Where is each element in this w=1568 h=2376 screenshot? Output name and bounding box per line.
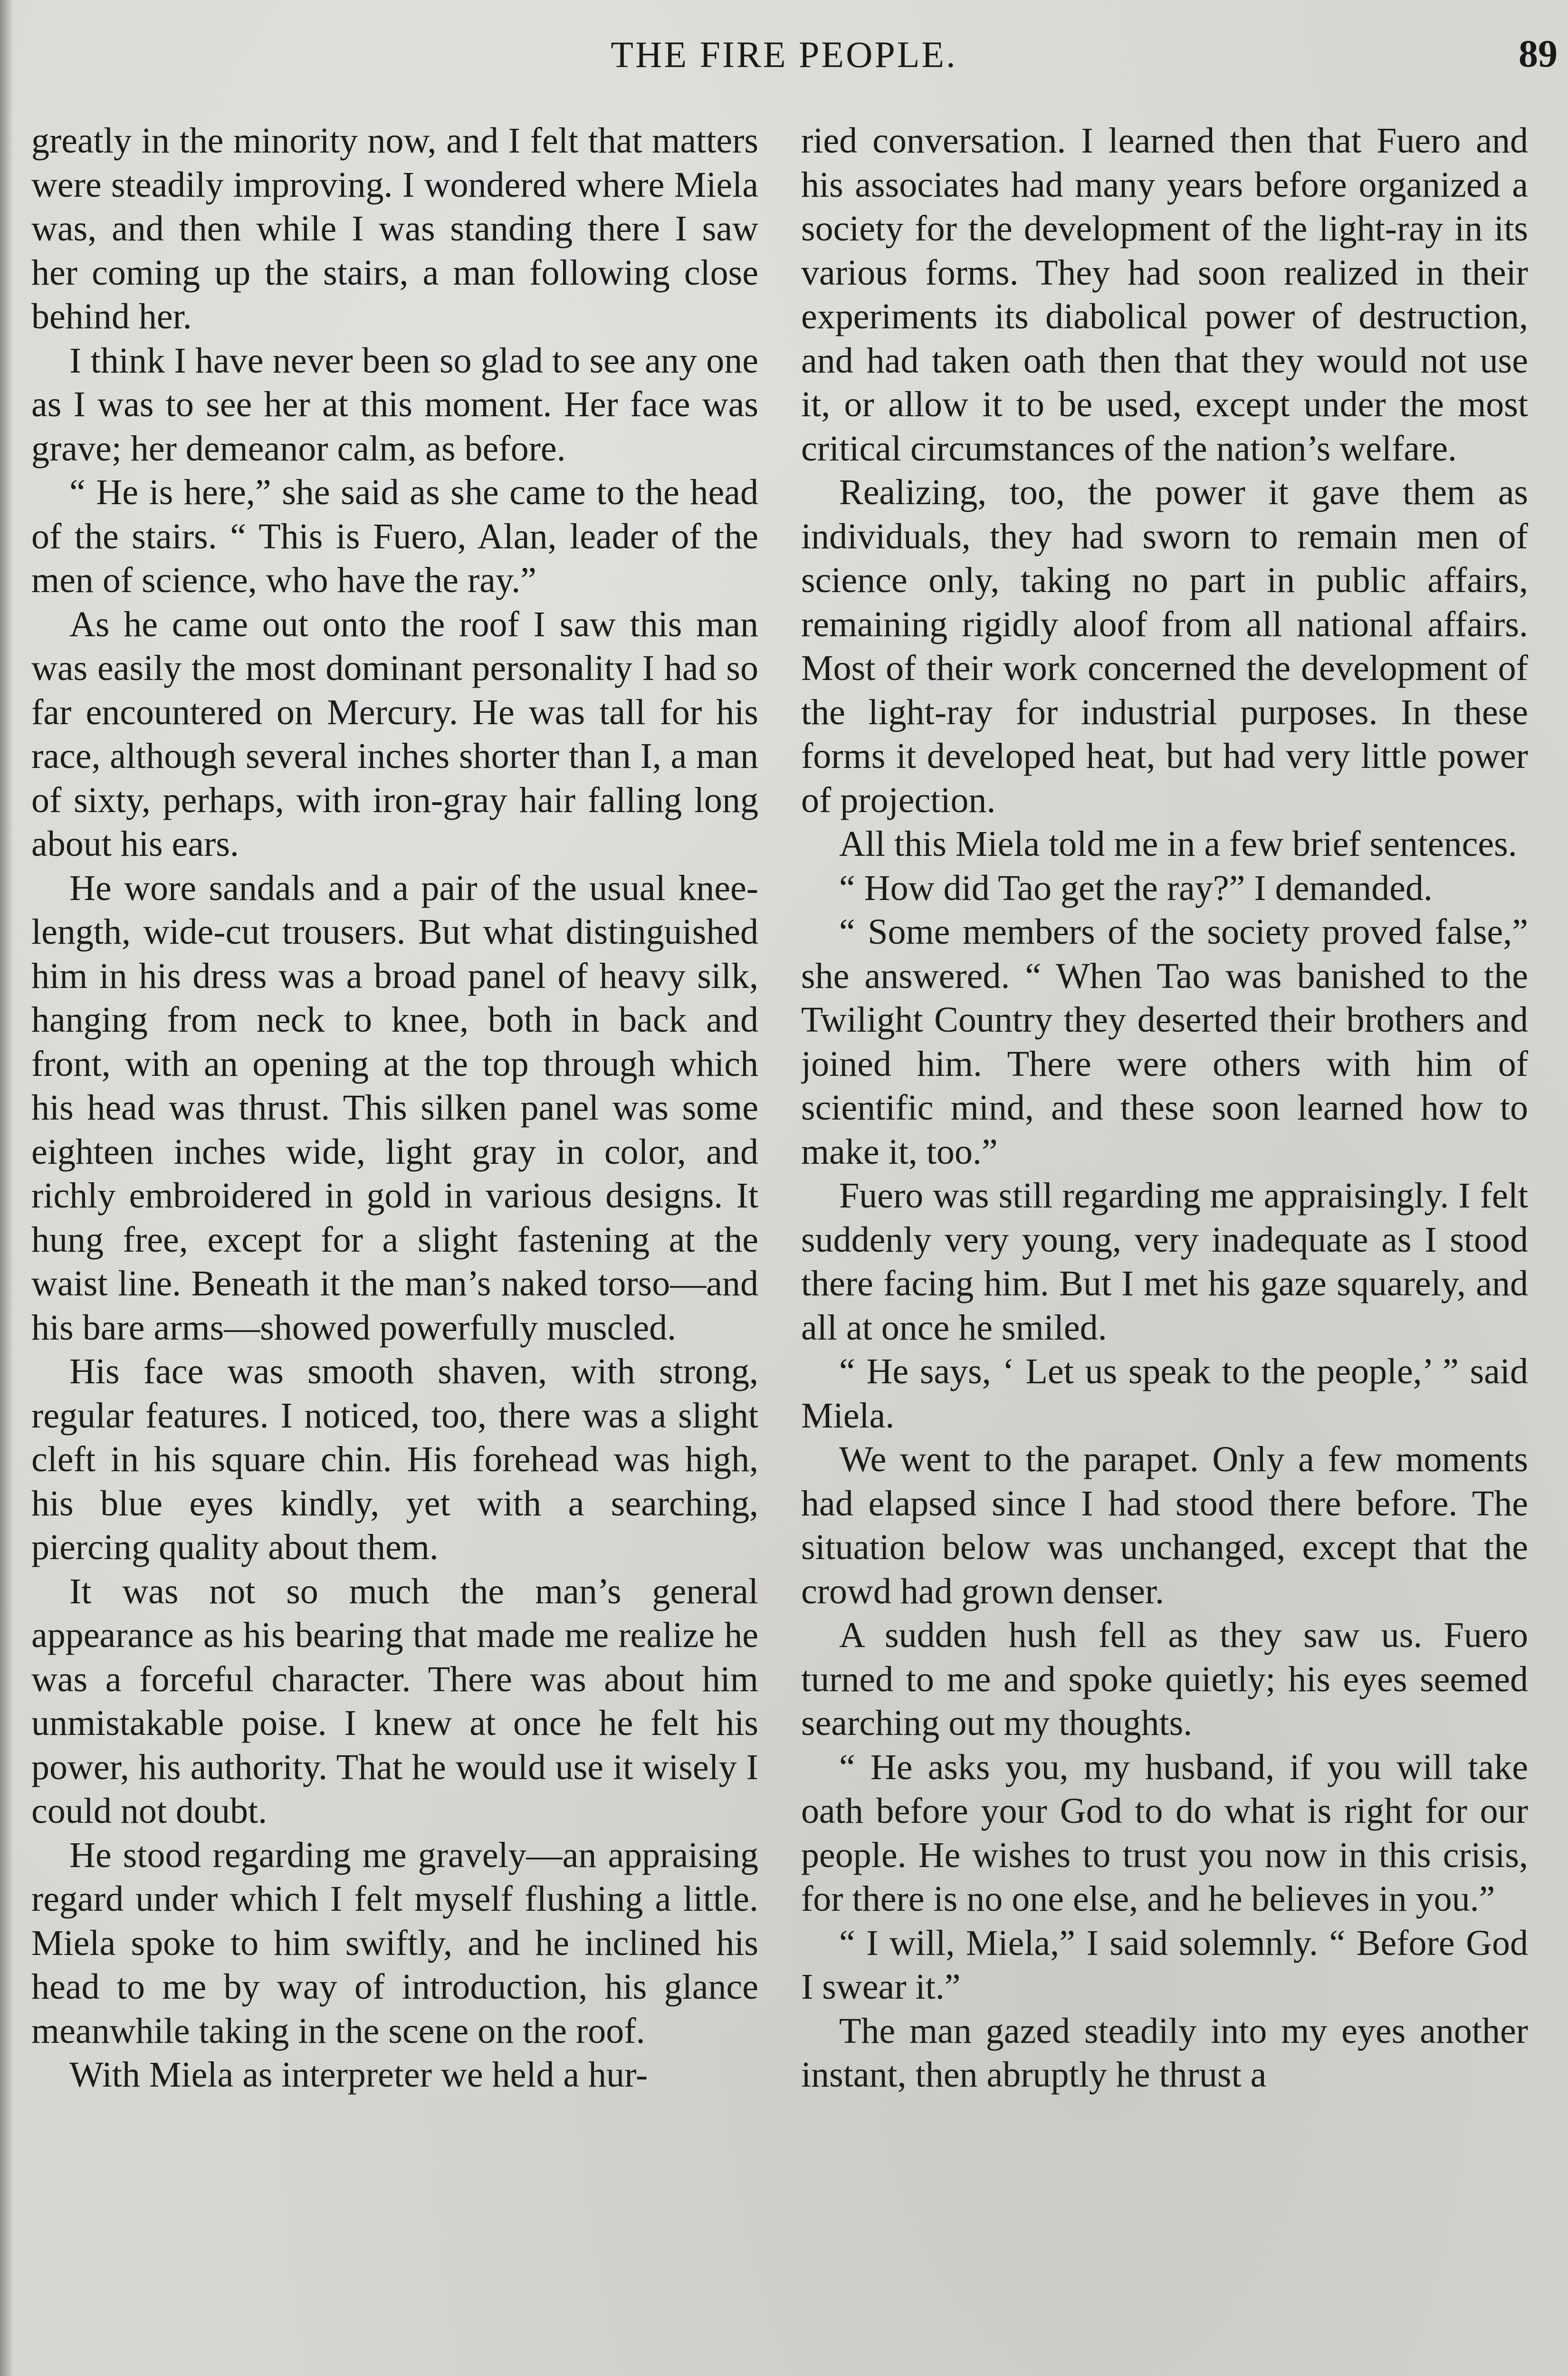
paragraph: I think I have never been so glad to see any one as I was to see her at this moment. Her face was grave; her demeanor calm, as before. <box>31 340 758 469</box>
paragraph: Realizing, too, the power it gave them as individuals, they had sworn to remain men of science only, taking no part in public affairs, remaining rigidly aloof from all national affairs. Most of their work concerned the development of the light-ray for industrial purposes. In these forms it developed heat, but had very little power of projection. <box>801 472 1528 820</box>
paragraph: “ How did Tao get the ray?” I demanded. <box>839 868 1433 908</box>
paragraph: A sudden hush fell as they saw us. Fuero turned to me and spoke quietly; his eyes seemed searching out my thoughts. <box>801 1615 1528 1743</box>
page-number: 89 <box>1519 32 1558 75</box>
paragraph: “ He says, ‘ Let us speak to the people,’ ” said Miela. <box>801 1351 1528 1436</box>
paragraph: He stood regarding me gravely—an appraising regard under which I felt myself flushing a little. Miela spoke to him swiftly, and he inclined his head to me by way of introduction, his glance meanwhile taking in the scene on the roof. <box>31 1835 758 2051</box>
left-text-column <box>31 119 758 2376</box>
paragraph: “ Some members of the society proved false,” she answered. “ When Tao was banished to the Twilight Country they deserted their brothers and joined him. There were others with him of scientific mind, and these soon learned how to make it, too.” <box>801 912 1528 1172</box>
paragraph: All this Miela told me in a few brief sentences. <box>839 824 1517 864</box>
paragraph: Fuero was still regarding me appraisingly. I felt suddenly very young, very inadequate as I stood there facing him. But I met his gaze squarely, and all at once he smiled. <box>801 1176 1528 1348</box>
paragraph: It was not so much the man’s general appearance as his bearing that made me realize he was a forceful character. There was about him unmistakable poise. I knew at once he felt his power, his authority. That he would use it wisely I could not doubt. <box>31 1571 758 1831</box>
paragraph: greatly in the minority now, and I felt that matters were steadily improving. I wondered where Miela was, and then while I was standing there I saw her coming up the stairs, a man following close behind her. <box>31 121 758 336</box>
paragraph: As he came out onto the roof I saw this man was easily the most dominant personality I had so far encountered on Mercury. He was tall for his race, although several inches shorter than I, a man of sixty, perhaps, with iron-gray hair falling long about his ears. <box>31 604 758 864</box>
page-edge-shadow <box>0 0 13 2376</box>
paragraph: He wore sandals and a pair of the usual knee-length, wide-cut trousers. But what distinguished him in his dress was a broad panel of heavy silk, hanging from neck to knee, both in back and front, with an opening at the top through which his head was thrust. This silken panel was some eighteen inches wide, light gray in color, and richly embroidered in gold in various designs. It hung free, except for a slight fastening at the waist line. Beneath it the man’s naked torso—and his bare arms—showed powerfully muscled. <box>31 868 758 1348</box>
paragraph: “ He asks you, my husband, if you will take oath before your God to do what is right for our people. He wishes to trust you now in this crisis, for there is no one else, and he believes in you.” <box>801 1747 1528 1919</box>
paragraph: “ He is here,” she said as she came to the head of the stairs. “ This is Fuero, Alan, leader of the men of science, who have the ray.” <box>31 472 758 600</box>
paragraph: The man gazed steadily into my eyes another instant, then abruptly he thrust a <box>801 2011 1528 2095</box>
right-text-column <box>801 119 1528 2376</box>
paragraph: We went to the parapet. Only a few moments had elapsed since I had stood there before. The situation below was unchanged, except that the crowd had grown denser. <box>801 1439 1528 1611</box>
paragraph: With Miela as interpreter we held a hur- <box>69 2055 648 2095</box>
running-title: THE FIRE PEOPLE. <box>611 34 957 75</box>
paragraph: “ I will, Miela,” I said solemnly. “ Before God I swear it.” <box>801 1923 1528 2007</box>
paragraph: His face was smooth shaven, with strong, regular features. I noticed, too, there was a slight cleft in his square chin. His forehead was high, his blue eyes kindly, yet with a searching, piercing quality about them. <box>31 1351 758 1567</box>
paragraph: ried conversation. I learned then that Fuero and his associates had many years before organized a society for the development of the light-ray in its various forms. They had soon realized in their experiments its diabolical power of destruction, and had taken oath then that they would not use it, or allow it to be used, except under the most critical circumstances of the nation’s welfare. <box>801 121 1528 469</box>
